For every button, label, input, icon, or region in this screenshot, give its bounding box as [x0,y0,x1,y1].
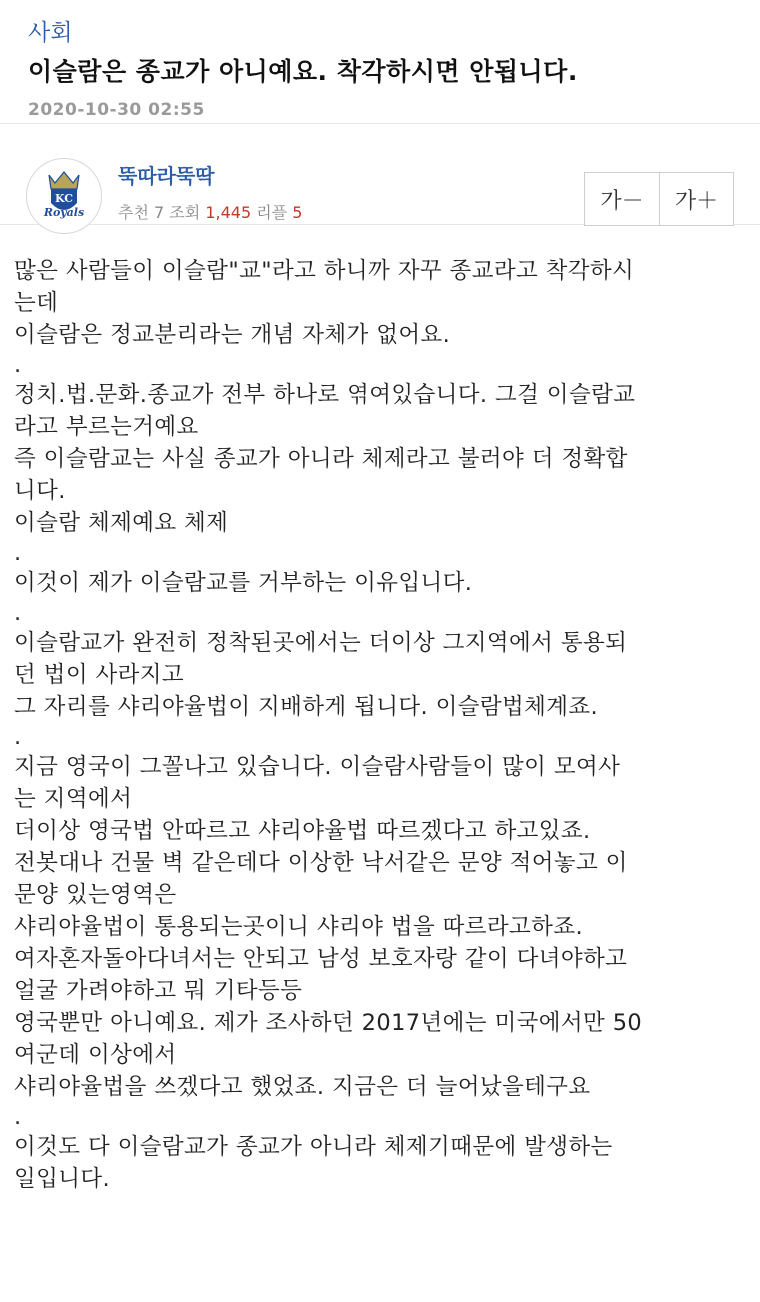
body-line: 더이상 영국법 안따르고 샤리야율법 따르겠다고 하고있죠. [14,818,591,844]
body-line: . [14,600,22,626]
body-line: 즉 이슬람교는 사실 종교가 아니라 체제라고 불러야 더 정확합 [14,446,628,472]
body-line: 많은 사람들이 이슬람"교"라고 하니까 자꾸 종교라고 착각하시 [14,258,635,284]
body-line: 이슬람 체제예요 체제 [14,510,229,536]
body-line: 정치.법.문화.종교가 전부 하나로 엮여있습니다. 그걸 이슬람교 [14,382,636,408]
post-body [0,225,760,1195]
recommend-label: 추천 [118,203,149,222]
body-line: . [14,1104,22,1130]
replies-count: 5 [292,203,303,222]
body-line: 이것이 제가 이슬람교를 거부하는 이유입니다. [14,570,473,596]
body-line: 얼굴 가려야하고 뭐 기타등등 [14,978,303,1004]
body-line: . [14,352,22,378]
replies-label: 리플 [256,203,288,222]
font-decrease-button[interactable]: 가－ [585,173,659,225]
body-line: 문양 있는영역은 [14,882,177,908]
body-line: 일입니다. [14,1166,111,1192]
body-line: . [14,724,22,750]
author-name[interactable]: 뚝따라뚝딱 [118,164,215,188]
body-line: 는데 [14,290,59,316]
post-category[interactable]: 사회 [28,20,73,46]
author-row [0,124,760,225]
body-line: 지금 영국이 그꼴나고 있습니다. 이슬람사람들이 많이 모여사 [14,754,621,780]
body-line: 샤리야율법을 쓰겠다고 했었죠. 지금은 더 늘어났을테구요 [14,1074,591,1100]
views-label: 조회 [169,203,201,222]
body-line: 여군데 이상에서 [14,1042,177,1068]
body-line: 그 자리를 샤리야율법이 지배하게 됩니다. 이슬람법체계죠. [14,694,599,720]
post-title: 이슬람은 종교가 아니예요. 착각하시면 안됩니다. [28,57,578,86]
font-size-controls [584,172,734,226]
body-line: 라고 부르는거예요 [14,414,199,440]
royals-logo-icon [31,163,97,229]
views-count: 1,445 [205,203,252,222]
body-line: 이슬람은 정교분리라는 개념 자체가 없어요. [14,322,451,348]
svg-text:Royals: Royals [43,206,85,219]
post-stats [118,200,302,223]
body-line: 니다. [14,478,66,504]
avatar[interactable] [26,158,102,234]
body-line: 여자혼자돌아다녀서는 안되고 남성 보호자랑 같이 다녀야하고 [14,946,628,972]
body-line: 샤리야율법이 통용되는곳이니 샤리야 법을 따르라고하죠. [14,914,584,940]
body-line: . [14,540,22,566]
body-line: 이것도 다 이슬람교가 종교가 아니라 체제기때문에 발생하는 [14,1134,613,1160]
body-line: 던 법이 사라지고 [14,662,185,688]
post-date: 2020-10-30 02:55 [28,100,205,120]
svg-text:KC: KC [54,192,74,205]
body-line: 이슬람교가 완전히 정착된곳에서는 더이상 그지역에서 통용되 [14,630,628,656]
recommend-count: 7 [154,203,165,222]
body-line: 전봇대나 건물 벽 같은데다 이상한 낙서같은 문양 적어놓고 이 [14,850,628,876]
font-increase-button[interactable]: 가＋ [659,173,733,225]
body-line: 영국뿐만 아니예요. 제가 조사하던 2017년에는 미국에서만 50 [14,1010,643,1036]
body-line: 는 지역에서 [14,786,133,812]
post-header [0,0,760,124]
